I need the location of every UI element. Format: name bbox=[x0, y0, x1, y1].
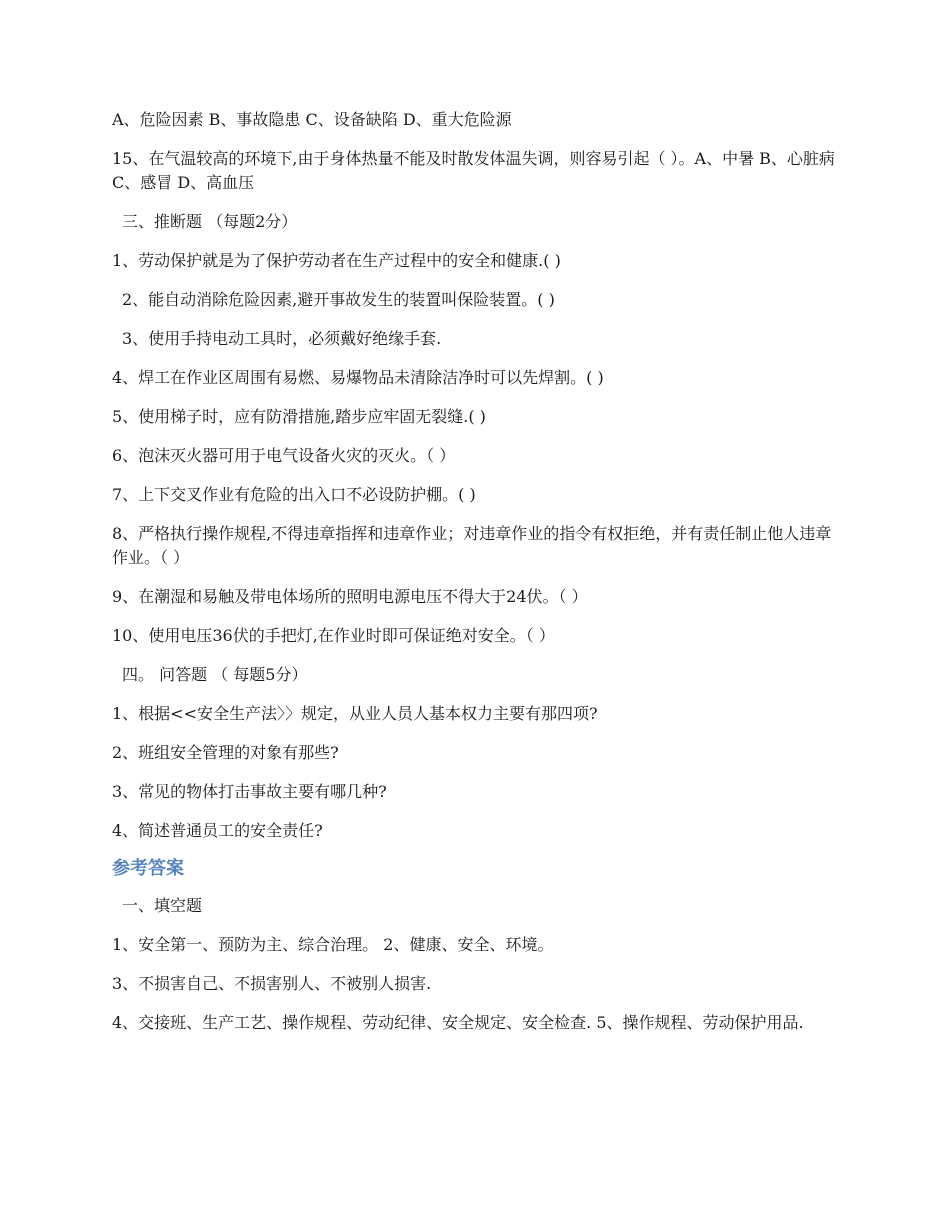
section-heading-qa: 四。 问答题 （ 每题5分） bbox=[122, 665, 308, 684]
qa-item-2: 2、班组安全管理的对象有那些? bbox=[112, 743, 339, 762]
section-heading-judgment: 三、推断题 （每题2分） bbox=[122, 212, 298, 231]
question-15: 15、在气温较高的环境下,由于身体热量不能及时散发体温失调，则容易引起（ ）。A、中暑 B、心脏病 C、感冒 D、高血压 bbox=[112, 149, 835, 192]
answer-heading: 参考答案 bbox=[112, 858, 184, 879]
judgment-item-8: 8、严格执行操作规程,不得违章指挥和违章作业；对违章作业的指令有权拒绝，并有责任制止他人违章作业。（ ） bbox=[112, 524, 832, 567]
judgment-item-10: 10、使用电压36伏的手把灯,在作业时即可保证绝对安全。（ ） bbox=[112, 626, 555, 645]
qa-item-1: 1、根据<<安全生产法〉〉规定，从业人员人基本权力主要有那四项? bbox=[112, 704, 598, 723]
answer-line-1: 1、安全第一、预防为主、综合治理。 2、健康、安全、环境。 bbox=[112, 935, 554, 954]
judgment-item-2: 2、能自动消除危险因素,避开事故发生的装置叫保险装置。( ) bbox=[122, 290, 555, 309]
judgment-item-3: 3、使用手持电动工具时，必须戴好绝缘手套. bbox=[122, 329, 442, 348]
document-body bbox=[112, 108, 842, 1050]
judgment-item-7: 7、上下交叉作业有危险的出入口不必设防护棚。( ) bbox=[112, 485, 476, 504]
answer-line-2: 3、不损害自己、不损害别人、不被别人损害. bbox=[112, 974, 432, 993]
judgment-item-9: 9、在潮湿和易触及带电体场所的照明电源电压不得大于24伏。（ ） bbox=[112, 587, 588, 606]
judgment-item-4: 4、焊工在作业区周围有易燃、易爆物品未清除洁净时可以先焊割。( ) bbox=[112, 368, 604, 387]
answer-section-fill-blank: 一、填空题 bbox=[122, 896, 203, 915]
judgment-item-5: 5、使用梯子时，应有防滑措施,踏步应牢固无裂缝.( ) bbox=[112, 407, 486, 426]
judgment-item-6: 6、泡沫灭火器可用于电气设备火灾的灭火。（ ） bbox=[112, 446, 456, 465]
qa-item-3: 3、常见的物体打击事故主要有哪几种? bbox=[112, 782, 387, 801]
option-line: A、危险因素 B、事故隐患 C、设备缺陷 D、重大危险源 bbox=[112, 110, 512, 129]
answer-line-3: 4、交接班、生产工艺、操作规程、劳动纪律、安全规定、安全检查. 5、操作规程、劳动保护用品. bbox=[112, 1013, 804, 1032]
judgment-item-1: 1、劳动保护就是为了保护劳动者在生产过程中的安全和健康.( ) bbox=[112, 251, 561, 270]
qa-item-4: 4、简述普通员工的安全责任? bbox=[112, 821, 323, 840]
